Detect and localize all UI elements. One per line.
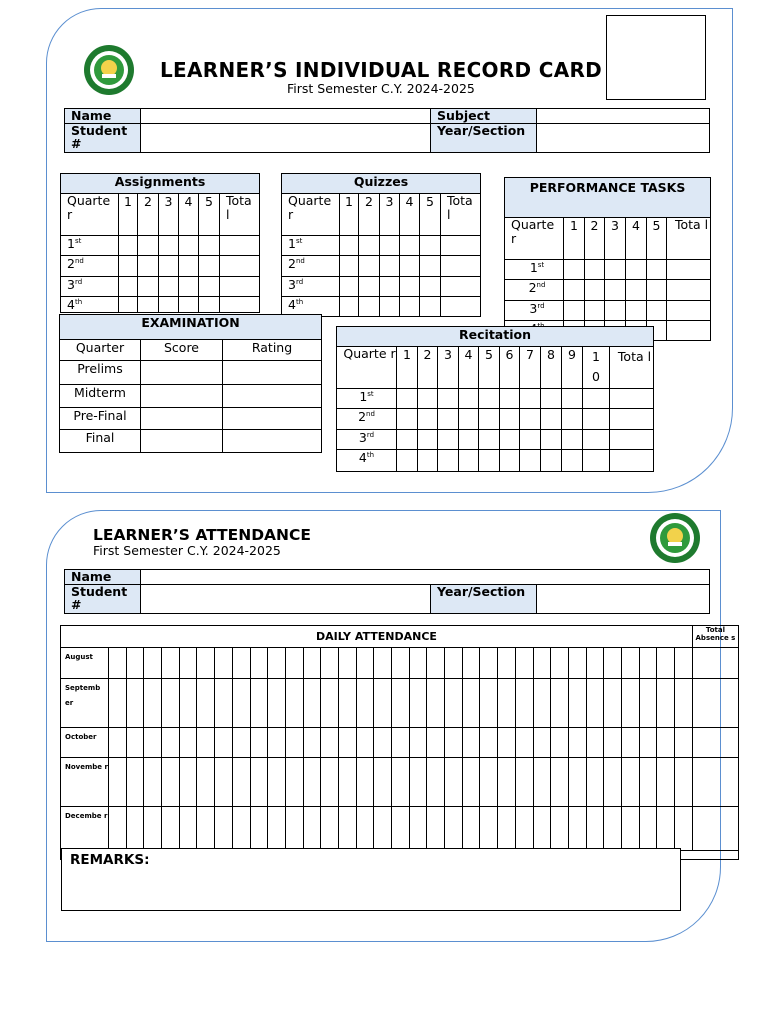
subject-label: Subject xyxy=(431,109,537,124)
quizzes-title: Quizzes xyxy=(282,174,481,194)
attendance-cell[interactable] xyxy=(374,648,392,679)
attendance-cell[interactable] xyxy=(162,648,180,679)
attendance-info-table xyxy=(64,569,710,614)
attendance-cell[interactable] xyxy=(268,728,286,758)
attendance-cell[interactable] xyxy=(445,728,463,758)
total-header: Tota l xyxy=(441,194,481,236)
attendance-cell[interactable] xyxy=(409,728,427,758)
attendance-cell[interactable] xyxy=(126,728,144,758)
attendance-cell[interactable] xyxy=(621,648,639,679)
attendance-cell[interactable] xyxy=(445,679,463,728)
school-seal-icon xyxy=(81,44,137,96)
attendance-cell[interactable] xyxy=(232,807,250,851)
attendance-cell[interactable] xyxy=(285,728,303,758)
attendance-cell[interactable] xyxy=(692,758,738,807)
quarter-row-label: 1st xyxy=(282,236,340,256)
attendance-cell[interactable] xyxy=(109,728,127,758)
year-section-label: Year/Section xyxy=(431,124,537,153)
student-no-label: Student # xyxy=(65,585,141,614)
attendance-cell[interactable] xyxy=(392,679,410,728)
attendance-cell[interactable] xyxy=(250,728,268,758)
attendance-cell[interactable] xyxy=(639,758,657,807)
col-header: 1 0 xyxy=(583,347,610,389)
col-header: 3 xyxy=(159,194,179,236)
attendance-cell[interactable] xyxy=(144,728,162,758)
remarks-box[interactable] xyxy=(61,848,681,911)
exam-row-label: Midterm xyxy=(60,385,141,408)
attendance-cell[interactable] xyxy=(462,807,480,851)
quarter-header: Quarter xyxy=(60,340,141,361)
quizzes-table xyxy=(281,173,481,317)
attendance-cell[interactable] xyxy=(268,679,286,728)
name-field[interactable] xyxy=(141,570,710,585)
attendance-cell[interactable] xyxy=(498,728,516,758)
attendance-cell[interactable] xyxy=(232,648,250,679)
attendance-cell[interactable] xyxy=(515,758,533,807)
attendance-cell[interactable] xyxy=(109,807,127,851)
attendance-cell[interactable] xyxy=(657,728,675,758)
attendance-cell[interactable] xyxy=(551,648,569,679)
daily-attendance-title: DAILY ATTENDANCE xyxy=(61,626,693,648)
attendance-cell[interactable] xyxy=(179,648,197,679)
attendance-cell[interactable] xyxy=(675,728,693,758)
remarks-label: REMARKS: xyxy=(70,852,150,868)
attendance-cell[interactable] xyxy=(639,807,657,851)
attendance-cell[interactable] xyxy=(179,807,197,851)
col-header: 3 xyxy=(605,218,626,260)
attendance-cell[interactable] xyxy=(144,758,162,807)
col-header: 1 xyxy=(119,194,138,236)
attendance-cell[interactable] xyxy=(162,679,180,728)
col-header: 5 xyxy=(199,194,220,236)
record-card-title: LEARNER’S INDIVIDUAL RECORD CARD xyxy=(160,58,603,82)
name-field[interactable] xyxy=(141,109,431,124)
attendance-cell[interactable] xyxy=(162,807,180,851)
exam-row-label: Final xyxy=(60,430,141,453)
attendance-cell[interactable] xyxy=(215,758,233,807)
attendance-cell[interactable] xyxy=(321,758,339,807)
quarter-header: Quarte r xyxy=(505,218,564,260)
attendance-cell[interactable] xyxy=(338,679,356,728)
attendance-cell[interactable] xyxy=(126,807,144,851)
attendance-cell[interactable] xyxy=(621,728,639,758)
attendance-cell[interactable] xyxy=(268,807,286,851)
attendance-cell[interactable] xyxy=(621,679,639,728)
attendance-cell[interactable] xyxy=(392,728,410,758)
attendance-cell[interactable] xyxy=(356,807,374,851)
col-header: 2 xyxy=(585,218,605,260)
assignments-title: Assignments xyxy=(61,174,260,194)
attendance-cell[interactable] xyxy=(427,728,445,758)
attendance-cell[interactable] xyxy=(215,807,233,851)
attendance-cell[interactable] xyxy=(462,679,480,728)
attendance-cell[interactable] xyxy=(268,758,286,807)
attendance-cell[interactable] xyxy=(321,807,339,851)
attendance-cell[interactable] xyxy=(109,679,127,728)
attendance-cell[interactable] xyxy=(427,679,445,728)
col-header: 4 xyxy=(400,194,420,236)
quarter-row-label: 3rd xyxy=(505,301,564,321)
attendance-cell[interactable] xyxy=(374,679,392,728)
attendance-cell[interactable] xyxy=(109,648,127,679)
quarter-row-label: 1st xyxy=(61,236,119,256)
attendance-cell[interactable] xyxy=(392,758,410,807)
attendance-cell[interactable] xyxy=(162,758,180,807)
attendance-cell[interactable] xyxy=(568,807,586,851)
attendance-cell[interactable] xyxy=(250,679,268,728)
quarter-row-label: 4th xyxy=(282,297,340,317)
attendance-cell[interactable] xyxy=(338,758,356,807)
school-seal-icon xyxy=(647,512,703,564)
attendance-cell[interactable] xyxy=(374,728,392,758)
total-header: Tota l xyxy=(667,218,711,260)
month-label: Novembe r xyxy=(61,758,109,807)
attendance-cell[interactable] xyxy=(586,728,604,758)
attendance-cell[interactable] xyxy=(409,758,427,807)
attendance-cell[interactable] xyxy=(462,648,480,679)
attendance-cell[interactable] xyxy=(657,679,675,728)
attendance-cell[interactable] xyxy=(480,648,498,679)
name-label: Name xyxy=(65,570,141,585)
attendance-title: LEARNER’S ATTENDANCE xyxy=(93,526,311,544)
attendance-cell[interactable] xyxy=(374,758,392,807)
attendance-cell[interactable] xyxy=(409,679,427,728)
attendance-cell[interactable] xyxy=(338,807,356,851)
quarter-row-label: 1st xyxy=(505,260,564,280)
attendance-cell[interactable] xyxy=(409,648,427,679)
attendance-cell[interactable] xyxy=(568,648,586,679)
attendance-cell[interactable] xyxy=(533,758,551,807)
attendance-subtitle: First Semester C.Y. 2024-2025 xyxy=(93,543,281,558)
quarter-row-label: 4th xyxy=(337,450,397,472)
attendance-cell[interactable] xyxy=(498,648,516,679)
attendance-cell[interactable] xyxy=(285,758,303,807)
attendance-cell[interactable] xyxy=(551,758,569,807)
attendance-cell[interactable] xyxy=(533,679,551,728)
recitation-title: Recitation xyxy=(337,327,654,347)
attendance-cell[interactable] xyxy=(533,807,551,851)
attendance-cell[interactable] xyxy=(515,728,533,758)
attendance-cell[interactable] xyxy=(675,807,693,851)
attendance-cell[interactable] xyxy=(480,807,498,851)
col-header: 5 xyxy=(420,194,441,236)
attendance-cell[interactable] xyxy=(215,648,233,679)
col-header: 3 xyxy=(380,194,400,236)
attendance-cell[interactable] xyxy=(356,758,374,807)
attendance-cell[interactable] xyxy=(356,679,374,728)
attendance-cell[interactable] xyxy=(144,648,162,679)
attendance-cell[interactable] xyxy=(250,648,268,679)
total-absences-header: Total Absence s xyxy=(692,626,738,648)
quarter-row-label: 3rd xyxy=(337,430,397,450)
quarter-row-label: 2nd xyxy=(337,409,397,430)
name-label: Name xyxy=(65,109,141,124)
attendance-cell[interactable] xyxy=(551,679,569,728)
attendance-cell[interactable] xyxy=(586,679,604,728)
total-header: Tota l xyxy=(220,194,260,236)
attendance-cell[interactable] xyxy=(568,758,586,807)
attendance-cell[interactable] xyxy=(515,679,533,728)
attendance-cell[interactable] xyxy=(303,648,321,679)
attendance-cell[interactable] xyxy=(356,648,374,679)
attendance-cell[interactable] xyxy=(604,648,622,679)
attendance-cell[interactable] xyxy=(197,807,215,851)
attendance-cell[interactable] xyxy=(604,679,622,728)
attendance-cell[interactable] xyxy=(197,648,215,679)
attendance-cell[interactable] xyxy=(162,728,180,758)
attendance-cell[interactable] xyxy=(268,648,286,679)
attendance-cell[interactable] xyxy=(551,728,569,758)
attendance-cell[interactable] xyxy=(285,648,303,679)
attendance-cell[interactable] xyxy=(480,728,498,758)
attendance-cell[interactable] xyxy=(338,648,356,679)
col-header: 1 xyxy=(340,194,359,236)
year-section-field[interactable] xyxy=(537,124,710,153)
total-header: Tota l xyxy=(610,347,654,389)
attendance-cell[interactable] xyxy=(179,679,197,728)
col-header: 4 xyxy=(459,347,479,389)
exam-row-label: Pre-Final xyxy=(60,408,141,430)
attendance-cell[interactable] xyxy=(568,728,586,758)
attendance-cell[interactable] xyxy=(586,758,604,807)
assignments-table xyxy=(60,173,260,313)
year-section-label: Year/Section xyxy=(431,585,537,614)
col-header: 9 xyxy=(562,347,583,389)
attendance-cell[interactable] xyxy=(303,679,321,728)
quarter-header: Quarte r xyxy=(337,347,397,389)
attendance-cell[interactable] xyxy=(515,648,533,679)
attendance-cell[interactable] xyxy=(285,807,303,851)
attendance-cell[interactable] xyxy=(498,807,516,851)
attendance-cell[interactable] xyxy=(126,679,144,728)
quarter-row-label: 3rd xyxy=(282,277,340,297)
attendance-cell[interactable] xyxy=(356,728,374,758)
col-header: 1 xyxy=(397,347,418,389)
col-header: 5 xyxy=(647,218,667,260)
col-header: 6 xyxy=(500,347,520,389)
quarter-header: Quarte r xyxy=(61,194,119,236)
attendance-cell[interactable] xyxy=(675,648,693,679)
attendance-cell[interactable] xyxy=(692,807,738,851)
student-info-table xyxy=(64,108,710,153)
attendance-cell[interactable] xyxy=(232,758,250,807)
attendance-cell[interactable] xyxy=(692,648,738,679)
attendance-cell[interactable] xyxy=(232,728,250,758)
attendance-cell[interactable] xyxy=(197,728,215,758)
student-no-label: Student # xyxy=(65,124,141,153)
exam-row-label: Prelims xyxy=(60,361,141,385)
attendance-cell[interactable] xyxy=(250,758,268,807)
attendance-cell[interactable] xyxy=(215,679,233,728)
attendance-cell[interactable] xyxy=(445,648,463,679)
attendance-cell[interactable] xyxy=(392,807,410,851)
attendance-cell[interactable] xyxy=(144,807,162,851)
quarter-row-label: 3rd xyxy=(61,277,119,297)
attendance-cell[interactable] xyxy=(692,679,738,728)
attendance-cell[interactable] xyxy=(657,648,675,679)
col-header: 4 xyxy=(626,218,647,260)
col-header: 8 xyxy=(541,347,562,389)
attendance-cell[interactable] xyxy=(462,758,480,807)
attendance-cell[interactable] xyxy=(215,728,233,758)
attendance-cell[interactable] xyxy=(551,807,569,851)
attendance-cell[interactable] xyxy=(321,648,339,679)
quarter-row-label: 1st xyxy=(337,389,397,409)
record-card-subtitle: First Semester C.Y. 2024-2025 xyxy=(287,81,475,96)
attendance-cell[interactable] xyxy=(126,758,144,807)
examination-title: EXAMINATION xyxy=(60,315,322,340)
attendance-cell[interactable] xyxy=(639,728,657,758)
attendance-cell[interactable] xyxy=(657,807,675,851)
attendance-cell[interactable] xyxy=(586,807,604,851)
col-header: 2 xyxy=(359,194,380,236)
attendance-cell[interactable] xyxy=(675,758,693,807)
col-header: 1 xyxy=(564,218,585,260)
attendance-cell[interactable] xyxy=(480,679,498,728)
student-no-field[interactable] xyxy=(141,585,431,614)
attendance-cell[interactable] xyxy=(586,648,604,679)
attendance-cell[interactable] xyxy=(303,758,321,807)
attendance-cell[interactable] xyxy=(639,648,657,679)
attendance-cell[interactable] xyxy=(639,679,657,728)
performance-tasks-table xyxy=(504,177,711,341)
attendance-cell[interactable] xyxy=(445,758,463,807)
attendance-cell[interactable] xyxy=(604,758,622,807)
month-label: August xyxy=(61,648,109,679)
attendance-cell[interactable] xyxy=(533,728,551,758)
attendance-cell[interactable] xyxy=(427,807,445,851)
attendance-cell[interactable] xyxy=(533,648,551,679)
examination-table xyxy=(59,314,322,453)
month-label: Septemb er xyxy=(61,679,109,728)
attendance-cell[interactable] xyxy=(179,728,197,758)
quarter-row-label: 4th xyxy=(61,297,119,313)
attendance-cell[interactable] xyxy=(568,679,586,728)
quarter-row-label: 2nd xyxy=(282,256,340,277)
attendance-cell[interactable] xyxy=(675,679,693,728)
attendance-cell[interactable] xyxy=(303,807,321,851)
attendance-cell[interactable] xyxy=(109,758,127,807)
student-no-field[interactable] xyxy=(141,124,431,153)
attendance-cell[interactable] xyxy=(232,679,250,728)
daily-attendance-table xyxy=(60,625,739,860)
attendance-cell[interactable] xyxy=(515,807,533,851)
attendance-cell[interactable] xyxy=(621,758,639,807)
attendance-cell[interactable] xyxy=(692,728,738,758)
attendance-cell[interactable] xyxy=(445,807,463,851)
attendance-cell[interactable] xyxy=(126,648,144,679)
performance-tasks-title: PERFORMANCE TASKS xyxy=(505,178,711,218)
attendance-cell[interactable] xyxy=(480,758,498,807)
col-header: 7 xyxy=(520,347,541,389)
photo-box xyxy=(606,15,706,100)
col-header: 2 xyxy=(418,347,438,389)
col-header: 5 xyxy=(479,347,500,389)
attendance-cell[interactable] xyxy=(392,648,410,679)
score-header: Score xyxy=(141,340,223,361)
attendance-cell[interactable] xyxy=(462,728,480,758)
attendance-cell[interactable] xyxy=(409,807,427,851)
attendance-cell[interactable] xyxy=(144,679,162,728)
attendance-cell[interactable] xyxy=(250,807,268,851)
col-header: 3 xyxy=(438,347,459,389)
attendance-cell[interactable] xyxy=(179,758,197,807)
attendance-cell[interactable] xyxy=(321,728,339,758)
quarter-header: Quarte r xyxy=(282,194,340,236)
quarter-row-label: 2nd xyxy=(505,280,564,301)
col-header: 2 xyxy=(138,194,159,236)
attendance-cell[interactable] xyxy=(285,679,303,728)
year-section-field[interactable] xyxy=(537,585,710,614)
quarter-row-label: 2nd xyxy=(61,256,119,277)
attendance-cell[interactable] xyxy=(604,728,622,758)
col-header: 4 xyxy=(179,194,199,236)
attendance-cell[interactable] xyxy=(604,807,622,851)
subject-field[interactable] xyxy=(537,109,710,124)
attendance-cell[interactable] xyxy=(657,758,675,807)
attendance-cell[interactable] xyxy=(303,728,321,758)
attendance-cell[interactable] xyxy=(197,758,215,807)
rating-header: Rating xyxy=(223,340,322,361)
month-label: October xyxy=(61,728,109,758)
attendance-cell[interactable] xyxy=(197,679,215,728)
attendance-cell[interactable] xyxy=(374,807,392,851)
attendance-cell[interactable] xyxy=(427,758,445,807)
attendance-cell[interactable] xyxy=(338,728,356,758)
attendance-cell[interactable] xyxy=(321,679,339,728)
attendance-cell[interactable] xyxy=(621,807,639,851)
recitation-table xyxy=(336,326,654,472)
attendance-cell[interactable] xyxy=(498,758,516,807)
month-label: Decembe r xyxy=(61,807,109,851)
attendance-cell[interactable] xyxy=(427,648,445,679)
attendance-cell[interactable] xyxy=(498,679,516,728)
